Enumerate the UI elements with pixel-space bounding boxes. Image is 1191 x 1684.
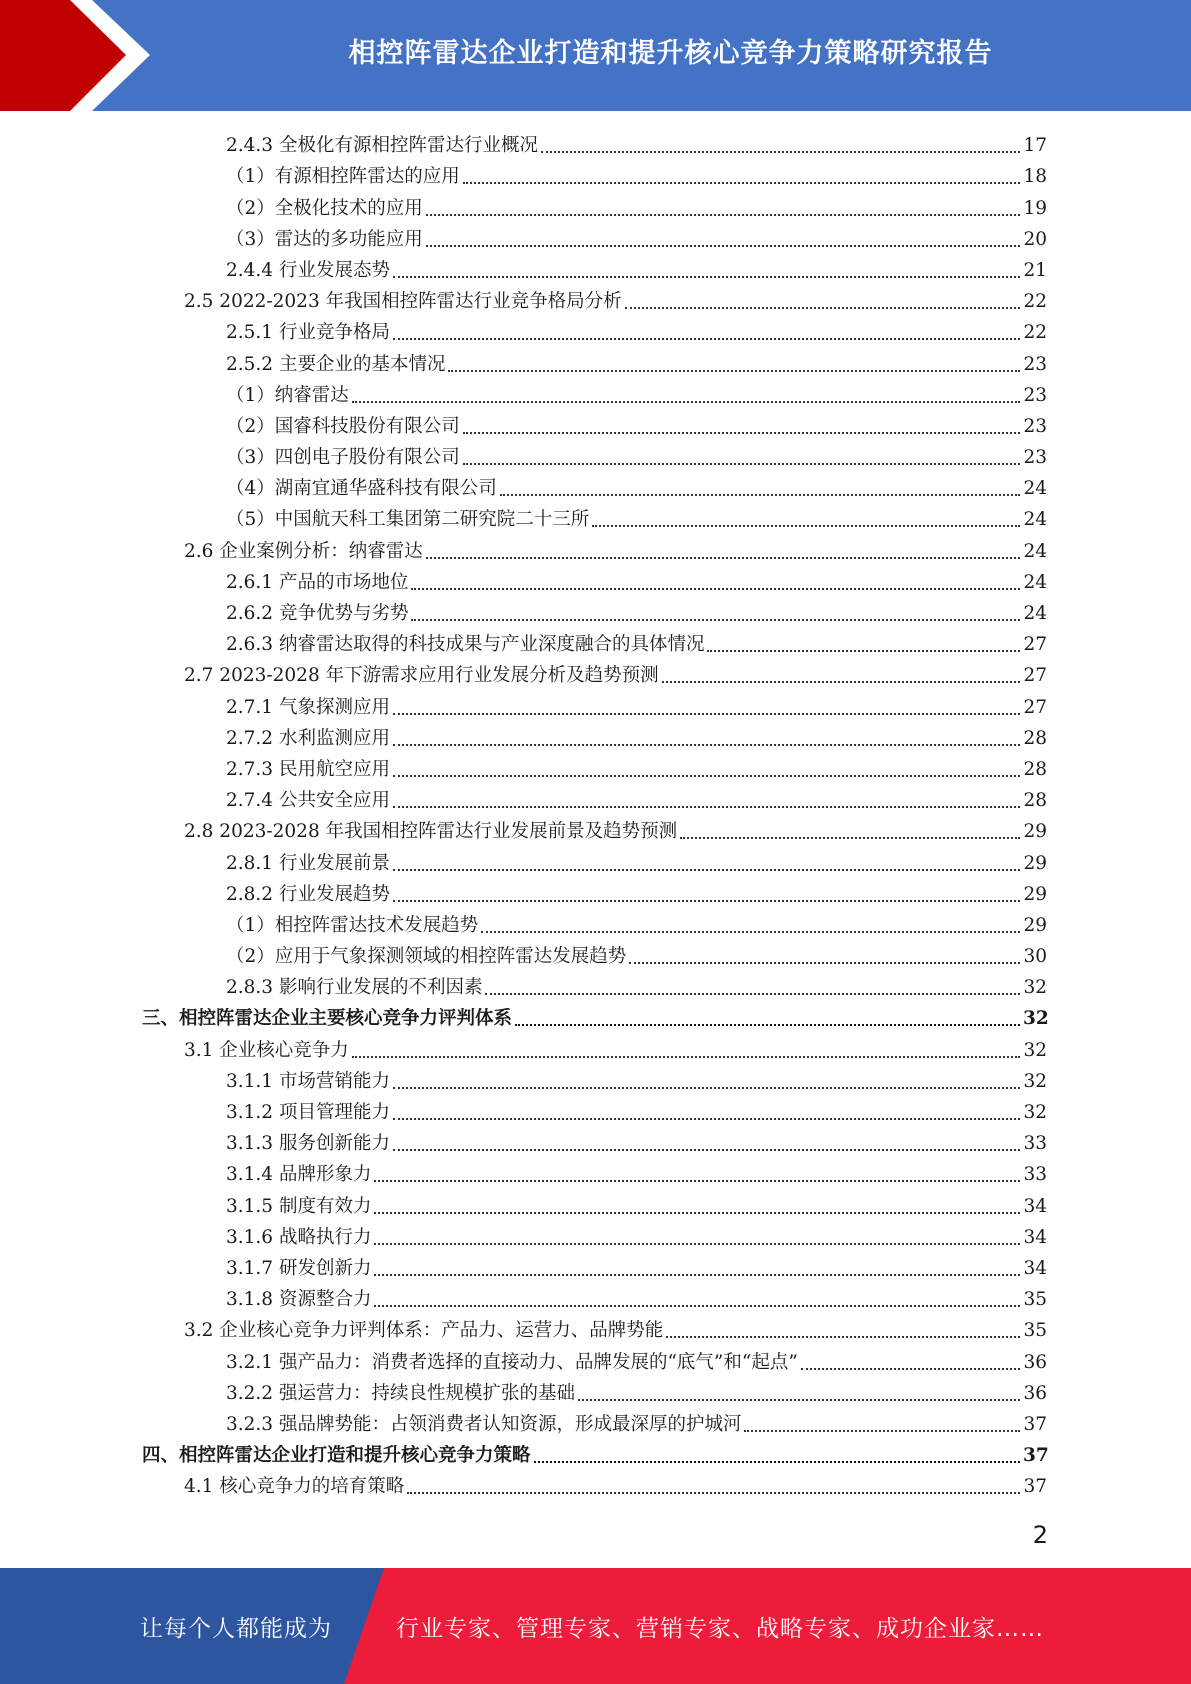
toc-entry[interactable]: [0, 845, 1191, 876]
toc-dot-leader: [426, 557, 1020, 559]
toc-entry-body: [226, 509, 1023, 533]
toc-dot-leader: [374, 1274, 1020, 1276]
toc-dot-leader: [515, 1024, 1020, 1026]
toc-entry-page: 20: [1023, 228, 1047, 250]
toc-entry-body: [184, 541, 1023, 565]
toc-entry[interactable]: [0, 409, 1191, 440]
toc-dot-leader: [578, 1399, 1020, 1401]
toc-dot-leader: [625, 307, 1020, 309]
toc-entry-title: 2.7.4 公共安全应用: [226, 790, 390, 812]
toc-entry-title: 3.1.1 市场营销能力: [226, 1070, 390, 1092]
toc-dot-leader: [707, 650, 1020, 652]
toc-dot-leader: [411, 619, 1020, 621]
toc-entry-body: [226, 166, 1023, 190]
toc-entry-page: 36: [1023, 1351, 1047, 1373]
toc-entry[interactable]: [0, 596, 1191, 627]
toc-entry[interactable]: [0, 970, 1191, 1001]
toc-entry-body: [226, 728, 1023, 752]
toc-entry-page: 18: [1023, 166, 1047, 188]
toc-entry-body: [226, 790, 1023, 814]
toc-entry-body: [226, 946, 1023, 970]
toc-entry[interactable]: [0, 1157, 1191, 1188]
toc-entry[interactable]: [0, 315, 1191, 346]
toc-entry-title: 3.1.2 项目管理能力: [226, 1102, 390, 1123]
toc-entry-body: [184, 1320, 1023, 1344]
page-number: 2: [1032, 1521, 1048, 1549]
toc-entry[interactable]: [0, 658, 1191, 689]
toc-entry-page: 24: [1023, 540, 1047, 562]
toc-entry[interactable]: [0, 1251, 1191, 1282]
toc-dot-leader: [744, 1430, 1020, 1432]
toc-entry[interactable]: [0, 877, 1191, 908]
toc-entry-title: 2.8.3 影响行业发展的不利因素: [226, 977, 483, 999]
toc-entry-title: 2.8.1 行业发展前景: [226, 852, 390, 874]
toc-entry-page: 23: [1023, 447, 1047, 469]
toc-entry-body: [142, 1445, 1023, 1469]
toc-entry[interactable]: [0, 814, 1191, 845]
toc-dot-leader: [407, 1492, 1020, 1494]
toc-dot-leader: [393, 1118, 1020, 1120]
header-banner: [0, 0, 1191, 111]
toc-entry-page: 19: [1023, 197, 1047, 219]
toc-dot-leader: [352, 1056, 1020, 1058]
toc-entry-title: 2.6.1 产品的市场地位: [226, 571, 409, 593]
toc-entry[interactable]: [0, 783, 1191, 814]
toc-dot-leader: [393, 276, 1020, 278]
toc-entry[interactable]: [0, 1407, 1191, 1438]
toc-entry-page: 29: [1023, 821, 1047, 843]
toc-entry-title: 2.7.1 气象探测应用: [226, 696, 390, 718]
toc-entry-body: [226, 260, 1023, 284]
toc-entry[interactable]: [0, 1095, 1191, 1126]
toc-entry-title: 3.1.4 品牌形象力: [226, 1164, 372, 1186]
toc-dot-leader: [374, 1180, 1020, 1182]
toc-dot-leader: [393, 713, 1020, 715]
toc-entry-page: 34: [1023, 1257, 1047, 1279]
toc-entry-page: 24: [1023, 509, 1047, 531]
toc-entry-page: 29: [1023, 852, 1047, 874]
toc-entry-page: 21: [1023, 259, 1047, 281]
toc-entry-title: 2.7.3 民用航空应用: [226, 758, 390, 780]
toc-entry-page: 28: [1023, 758, 1047, 780]
toc-entry-title: 2.8 2023-2028 年我国相控阵雷达行业发展前景及趋势预测: [184, 821, 678, 843]
toc-entry-page: 23: [1023, 415, 1047, 437]
toc-entry-body: [226, 229, 1023, 253]
toc-entry-body: [226, 697, 1023, 721]
toc-entry-page: 27: [1023, 634, 1047, 656]
toc-dot-leader: [485, 993, 1020, 995]
toc-entry[interactable]: [0, 1313, 1191, 1344]
toc-dot-leader: [629, 962, 1020, 964]
toc-entry-page: 29: [1023, 883, 1047, 905]
toc-entry-title: 2.6 企业案例分析：纳睿雷达: [184, 540, 423, 562]
toc-entry-body: [226, 385, 1023, 409]
toc-entry[interactable]: [0, 1344, 1191, 1375]
toc-entry-body: [184, 291, 1023, 315]
toc-entry-body: [226, 884, 1023, 908]
toc-entry-page: 33: [1023, 1164, 1047, 1186]
toc-entry-page: 30: [1023, 946, 1047, 968]
toc-entry-body: [226, 1102, 1023, 1126]
toc-dot-leader: [374, 1305, 1020, 1307]
toc-entry-title: 三、相控阵雷达企业主要核心竞争力评判体系: [142, 1008, 513, 1030]
footer-banner: [0, 1568, 1191, 1684]
toc-entry-body: [226, 198, 1023, 222]
toc-entry-body: [226, 634, 1023, 658]
toc-entry-title: （4）湖南宜通华盛科技有限公司: [226, 478, 497, 500]
toc-entry-title: 2.6.2 竞争优势与劣势: [226, 603, 409, 624]
toc-entry[interactable]: [0, 908, 1191, 939]
toc-dot-leader: [500, 494, 1020, 496]
toc-dot-leader: [463, 432, 1020, 434]
toc-entry-body: [226, 572, 1023, 596]
toc-entry-body: [226, 977, 1023, 1001]
toc-entry-body: [226, 853, 1023, 877]
toc-entry-body: [226, 447, 1023, 471]
toc-dot-leader: [393, 775, 1020, 777]
toc-entry-title: 2.5.2 主要企业的基本情况: [226, 353, 446, 375]
toc-entry-page: 32: [1023, 977, 1047, 999]
toc-entry[interactable]: [0, 1188, 1191, 1219]
toc-entry-title: 3.1.6 战略执行力: [226, 1226, 372, 1248]
toc-entry-page: 32: [1023, 1070, 1047, 1092]
toc-dot-leader: [541, 151, 1020, 153]
toc-dot-leader: [463, 182, 1020, 184]
toc-entry-page: 32: [1023, 1039, 1047, 1061]
toc-dot-leader: [426, 245, 1020, 247]
toc-entry-page: 24: [1023, 478, 1047, 500]
toc-entry[interactable]: [0, 440, 1191, 471]
toc-entry-body: [184, 1476, 1023, 1500]
toc-entry-title: 3.1 企业核心竞争力: [184, 1039, 349, 1061]
toc-entry[interactable]: [0, 471, 1191, 502]
toc-entry[interactable]: [0, 627, 1191, 658]
toc-dot-leader: [411, 588, 1020, 590]
footer-slogan-right: 行业专家、管理专家、营销专家、战略专家、成功企业家……: [396, 1615, 1044, 1642]
toc-entry[interactable]: [0, 1126, 1191, 1157]
toc-entry[interactable]: [0, 1469, 1191, 1500]
toc-entry-page: 28: [1023, 790, 1047, 812]
toc-dot-leader: [393, 338, 1020, 340]
toc-entry[interactable]: [0, 1282, 1191, 1313]
toc-entry[interactable]: [0, 1376, 1191, 1407]
toc-dot-leader: [352, 401, 1020, 403]
toc-entry-body: [226, 1383, 1023, 1407]
toc-entry-body: [226, 1071, 1023, 1095]
toc-entry[interactable]: [0, 1220, 1191, 1251]
toc-entry-page: 24: [1023, 603, 1047, 624]
toc-entry-body: [226, 1133, 1023, 1157]
toc-entry-page: 37: [1023, 1445, 1049, 1467]
toc-entry[interactable]: [0, 565, 1191, 596]
toc-entry-title: （3）四创电子股份有限公司: [226, 447, 460, 469]
toc-entry-page: 28: [1023, 727, 1047, 749]
toc-entry-body: [226, 135, 1023, 159]
toc-entry-page: 22: [1023, 322, 1047, 344]
toc-entry-title: 4.1 核心竞争力的培育策略: [184, 1476, 405, 1498]
toc-entry-title: 3.2.2 强运营力：持续良性规模扩张的基础: [226, 1382, 575, 1404]
toc-dot-leader: [481, 931, 1020, 933]
toc-entry-page: 22: [1023, 291, 1047, 313]
toc-entry-title: 3.1.5 制度有效力: [226, 1195, 372, 1217]
toc-entry[interactable]: [0, 190, 1191, 221]
toc-entry[interactable]: [0, 1001, 1191, 1032]
toc-entry-page: 23: [1023, 353, 1047, 375]
toc-dot-leader: [393, 900, 1020, 902]
toc-entry[interactable]: [0, 689, 1191, 720]
toc-entry[interactable]: [0, 222, 1191, 253]
toc-entry-body: [226, 1289, 1023, 1313]
toc-entry-title: 四、相控阵雷达企业打造和提升核心竞争力策略: [142, 1445, 531, 1467]
toc-entry-title: 3.1.8 资源整合力: [226, 1289, 372, 1311]
toc-entry-page: 36: [1023, 1382, 1047, 1404]
toc-entry-title: 3.2.1 强产品力：消费者选择的直接动力、品牌发展的“底气”和“起点”: [226, 1351, 798, 1373]
toc-dot-leader: [374, 1243, 1020, 1245]
toc-entry[interactable]: [0, 533, 1191, 564]
toc-dot-leader: [393, 1149, 1020, 1151]
toc-dot-leader: [680, 837, 1020, 839]
toc-entry-page: 17: [1023, 135, 1047, 157]
toc-entry-title: （3）雷达的多功能应用: [226, 228, 423, 250]
toc-entry[interactable]: [0, 378, 1191, 409]
toc-entry-page: 27: [1023, 696, 1047, 718]
toc-entry-page: 33: [1023, 1133, 1047, 1155]
toc-entry-page: 27: [1023, 665, 1047, 687]
toc-entry-body: [184, 1040, 1023, 1064]
toc-entry-title: （5）中国航天科工集团第二研究院二十三所: [226, 509, 590, 531]
toc-dot-leader: [662, 681, 1020, 683]
toc-entry-title: 2.4.3 全极化有源相控阵雷达行业概况: [226, 135, 538, 157]
toc-entry-body: [226, 1164, 1023, 1188]
toc-entry-title: 3.1.3 服务创新能力: [226, 1133, 390, 1155]
toc-entry-title: （1）纳睿雷达: [226, 384, 349, 406]
toc-entry-body: [226, 1414, 1023, 1438]
document-title: 相控阵雷达企业打造和提升核心竞争力策略研究报告: [348, 37, 993, 69]
toc-entry-body: [226, 322, 1023, 346]
toc-entry-body: [226, 1196, 1023, 1220]
toc-entry[interactable]: [0, 159, 1191, 190]
toc-entry-body: [226, 759, 1023, 783]
toc-entry[interactable]: [0, 128, 1191, 159]
toc-entry-body: [226, 1258, 1023, 1282]
toc-dot-leader: [666, 1336, 1020, 1338]
toc-entry-body: [226, 354, 1023, 378]
toc-entry-page: 35: [1023, 1289, 1047, 1311]
toc-entry-body: [226, 416, 1023, 440]
toc-entry-title: 3.1.7 研发创新力: [226, 1257, 372, 1279]
toc-entry[interactable]: [0, 346, 1191, 377]
toc-entry-page: 37: [1023, 1476, 1047, 1498]
toc-entry[interactable]: [0, 1438, 1191, 1469]
toc-entry[interactable]: [0, 502, 1191, 533]
toc-entry-body: [226, 1227, 1023, 1251]
toc-entry-page: 32: [1023, 1102, 1047, 1123]
header-chevron-logo: [0, 0, 170, 111]
toc-dot-leader: [801, 1368, 1020, 1370]
toc-entry-body: [226, 478, 1023, 502]
toc-entry-title: （2）国睿科技股份有限公司: [226, 415, 460, 437]
toc-entry-page: 34: [1023, 1226, 1047, 1248]
toc-entry-body: [226, 915, 1023, 939]
toc-entry-title: 2.7 2023-2028 年下游需求应用行业发展分析及趋势预测: [184, 665, 659, 687]
toc-entry-page: 29: [1023, 914, 1047, 936]
toc-entry-page: 35: [1023, 1320, 1047, 1342]
toc-dot-leader: [393, 1087, 1020, 1089]
toc-entry[interactable]: [0, 1064, 1191, 1095]
toc-entry-page: 37: [1023, 1413, 1047, 1435]
toc-dot-leader: [374, 1212, 1020, 1214]
toc-entry-body: [142, 1008, 1023, 1032]
toc-entry-page: 34: [1023, 1195, 1047, 1217]
toc-entry[interactable]: [0, 939, 1191, 970]
toc-entry-title: （2）应用于气象探测领域的相控阵雷达发展趋势: [226, 946, 627, 968]
toc-entry-body: [226, 1352, 1023, 1376]
toc-entry-title: （1）相控阵雷达技术发展趋势: [226, 914, 479, 936]
toc-entry-title: 2.7.2 水利监测应用: [226, 727, 390, 749]
toc-entry[interactable]: [0, 284, 1191, 315]
toc-entry-title: 3.2 企业核心竞争力评判体系：产品力、运营力、品牌势能: [184, 1320, 664, 1342]
toc-entry-title: 2.6.3 纳睿雷达取得的科技成果与产业深度融合的具体情况: [226, 634, 705, 656]
toc-entry[interactable]: [0, 1032, 1191, 1063]
toc-entry-page: 32: [1023, 1008, 1049, 1030]
table-of-contents: [0, 128, 1191, 1500]
toc-entry[interactable]: [0, 253, 1191, 284]
toc-dot-leader: [426, 214, 1020, 216]
toc-dot-leader: [534, 1461, 1020, 1463]
toc-dot-leader: [393, 806, 1020, 808]
toc-entry-body: [184, 821, 1023, 845]
toc-entry[interactable]: [0, 752, 1191, 783]
toc-dot-leader: [463, 463, 1020, 465]
toc-entry-title: 2.8.2 行业发展趋势: [226, 883, 390, 905]
toc-entry-title: 2.5.1 行业竞争格局: [226, 322, 390, 344]
toc-entry-body: [184, 665, 1023, 689]
toc-entry-page: 24: [1023, 571, 1047, 593]
toc-entry-title: 3.2.3 强品牌势能：占领消费者认知资源，形成最深厚的护城河: [226, 1413, 742, 1435]
toc-entry-body: [226, 603, 1023, 627]
toc-dot-leader: [393, 744, 1020, 746]
toc-entry[interactable]: [0, 721, 1191, 752]
toc-entry-title: （2）全极化技术的应用: [226, 197, 423, 219]
toc-entry-title: （1）有源相控阵雷达的应用: [226, 166, 460, 188]
toc-entry-title: 2.4.4 行业发展态势: [226, 259, 390, 281]
toc-entry-page: 23: [1023, 384, 1047, 406]
toc-dot-leader: [592, 525, 1020, 527]
toc-dot-leader: [448, 370, 1020, 372]
toc-entry-title: 2.5 2022-2023 年我国相控阵雷达行业竞争格局分析: [184, 291, 622, 313]
footer-slogan-left: 让每个人都能成为: [140, 1615, 332, 1642]
toc-dot-leader: [393, 869, 1020, 871]
